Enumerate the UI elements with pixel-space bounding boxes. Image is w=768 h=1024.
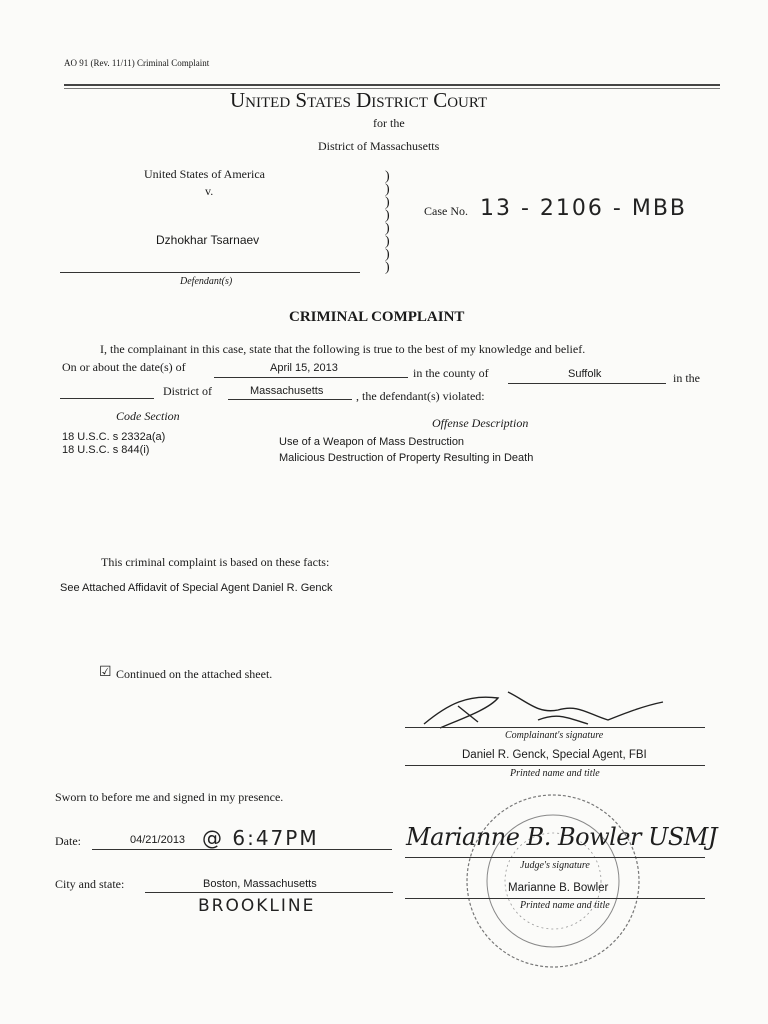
facts-text: See Attached Affidavit of Special Agent Daniel R. Genck xyxy=(60,582,333,594)
sworn-statement: Sworn to before me and signed in my presence. xyxy=(55,790,284,804)
handwritten-time: @ 6:47PM xyxy=(202,826,319,850)
complainant-name-label: Printed name and title xyxy=(510,768,600,779)
defendant-line xyxy=(60,272,360,273)
judge-signature-line xyxy=(405,857,705,858)
judge-signature: Marianne B. Bowler USMJ xyxy=(406,823,717,851)
city-state: Boston, Massachusetts xyxy=(203,878,317,890)
defendant-name: Dzhokhar Tsarnaev xyxy=(156,233,260,247)
complainant-name-line xyxy=(405,765,705,766)
district-line xyxy=(228,399,352,400)
city-state-label: City and state: xyxy=(55,877,125,891)
offense-desc-2: Malicious Destruction of Property Resulting in Death xyxy=(279,452,534,464)
county-prefix: in the county of xyxy=(413,366,489,380)
complainant-name: Daniel R. Genck, Special Agent, FBI xyxy=(462,749,647,761)
continued-checkbox[interactable]: ☑ xyxy=(99,665,112,680)
caption-parens: ) ) ) ) ) ) ) ) xyxy=(385,169,390,275)
defendant-label: Defendant(s) xyxy=(180,276,233,287)
continued-label: Continued on the attached sheet. xyxy=(116,667,273,681)
case-number: 13 - 2106 - MBB xyxy=(480,196,687,221)
city-state-line xyxy=(145,892,393,893)
district-blank-line xyxy=(60,398,154,399)
court-district: District of Massachusetts xyxy=(318,139,440,153)
versus: v. xyxy=(205,184,214,198)
date-line xyxy=(214,377,408,378)
district-of: District of xyxy=(163,384,212,398)
offense-code-2: 18 U.S.C. s 844(i) xyxy=(62,444,150,456)
handwritten-city: BROOKLINE xyxy=(198,896,316,916)
violated-text: , the defendant(s) violated: xyxy=(356,389,485,403)
judge-name-label: Printed name and title xyxy=(520,900,610,911)
judge-name: Marianne B. Bowler xyxy=(508,882,609,894)
form-id: AO 91 (Rev. 11/11) Criminal Complaint xyxy=(64,58,210,68)
court-title: United States District Court xyxy=(230,88,488,112)
facts-label: This criminal complaint is based on these facts: xyxy=(101,555,330,569)
complainant-signature-label: Complainant's signature xyxy=(505,730,604,741)
offense-desc-1: Use of a Weapon of Mass Destruction xyxy=(279,436,465,448)
judge-name-line xyxy=(405,898,705,899)
county-name: Suffolk xyxy=(568,368,602,380)
plaintiff-name: United States of America xyxy=(144,167,265,181)
statement-intro: I, the complainant in this case, state that the following is true to the best of my knowledge and belief. xyxy=(100,342,586,356)
in-the: in the xyxy=(673,371,700,385)
court-for-the: for the xyxy=(373,116,405,130)
offense-description-header: Offense Description xyxy=(432,416,529,430)
court-seal-stamp xyxy=(458,786,648,976)
case-no-label: Case No. xyxy=(424,204,468,218)
judge-signature-label: Judge's signature xyxy=(520,860,590,871)
date-signed: 04/21/2013 xyxy=(130,834,186,846)
header-rule xyxy=(64,84,720,86)
date-label: Date: xyxy=(55,834,81,848)
offense-code-1: 18 U.S.C. s 2332a(a) xyxy=(62,431,166,443)
complaint-heading: CRIMINAL COMPLAINT xyxy=(289,309,465,325)
county-line xyxy=(508,383,666,384)
date-prefix: On or about the date(s) of xyxy=(62,360,186,374)
district-name: Massachusetts xyxy=(250,385,324,397)
offense-date: April 15, 2013 xyxy=(270,362,338,374)
code-section-header: Code Section xyxy=(116,409,180,423)
complainant-signature-line xyxy=(405,727,705,728)
